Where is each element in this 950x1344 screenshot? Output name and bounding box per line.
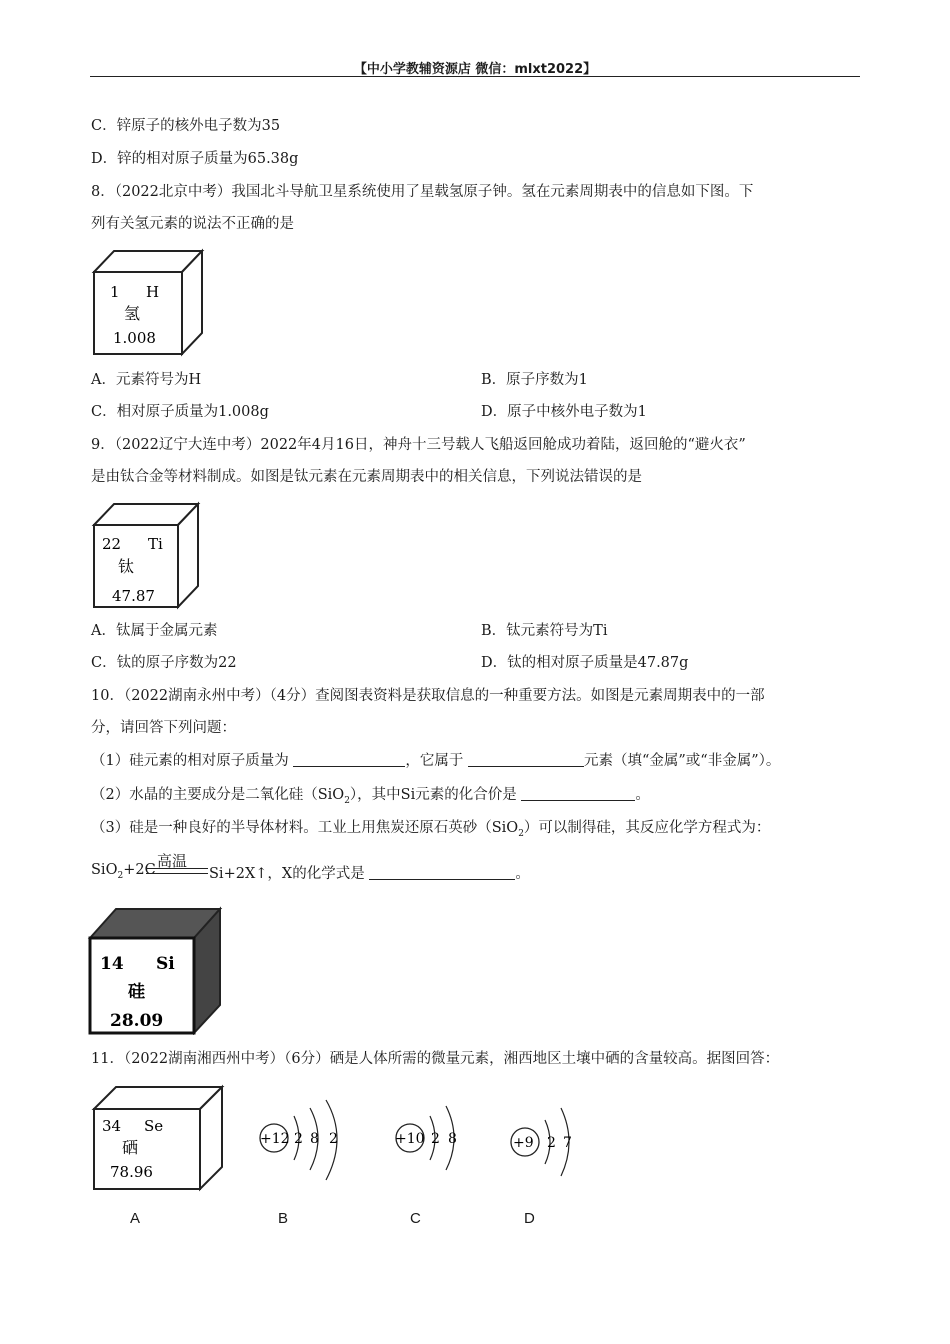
figure-label-b: B <box>278 1210 289 1227</box>
q8-stem-line2: 列有关氢元素的说法不正确的是 <box>91 216 294 232</box>
q10-blank-type[interactable] <box>468 752 584 767</box>
atom-b-shell-2: 8 <box>310 1131 319 1147</box>
q10-stem-line2: 分，请回答下列问题： <box>91 720 236 736</box>
silicon-mass: 28.09 <box>110 1011 164 1031</box>
atom-structure-d <box>505 1104 595 1194</box>
atom-structure-c <box>390 1102 480 1192</box>
figure-label-c: C <box>410 1210 421 1227</box>
silicon-element-card <box>86 905 226 1035</box>
atom-structure-b <box>254 1098 354 1198</box>
silicon-symbol: Si <box>156 954 175 974</box>
q10-stem-line1: 10．（2022湖南永州中考）（4分）查阅图表资料是获取信息的一种重要方法。如图是元素周期表中的一部 <box>91 688 765 704</box>
q9-option-a: A．钛属于金属元素 <box>91 623 218 639</box>
q10-part3-sub: 2 <box>518 828 524 839</box>
equation-equals-bottom <box>146 873 208 874</box>
q10-part3-text-b: ）可以制得硅，其反应化学方程式为： <box>523 820 771 836</box>
q10-part2 <box>91 785 650 811</box>
q10-blank-valence[interactable] <box>521 786 635 801</box>
q10-part2-text-c: 。 <box>635 787 650 803</box>
hydrogen-atomic-number: 1 <box>110 283 120 301</box>
titanium-element-card <box>88 500 208 612</box>
titanium-mass: 47.87 <box>112 587 155 605</box>
q8-stem-line1: 8．（2022北京中考）我国北斗导航卫星系统使用了星载氢原子钟。氢在元素周期表中的信息如下图。下 <box>91 184 754 200</box>
q10-part2-sub: 2 <box>344 795 350 806</box>
titanium-symbol: Ti <box>148 535 163 553</box>
q10-blank-formula[interactable] <box>369 865 515 880</box>
atom-d-nucleus: +9 <box>513 1135 534 1151</box>
q8-option-a: A．元素符号为H <box>91 372 202 388</box>
equation-reactants: SiO$_2$+2C <box>91 862 156 881</box>
selenium-symbol: Se <box>144 1117 164 1135</box>
q7-option-c: C．锌原子的核外电子数为35 <box>91 118 281 134</box>
selenium-mass: 78.96 <box>110 1163 153 1181</box>
atom-c-shell-2: 8 <box>448 1131 457 1147</box>
silicon-atomic-number: 14 <box>100 954 124 974</box>
q10-part3-text-a: （3）硅是一种良好的半导体材料。工业上用焦炭还原石英砂（SiO <box>91 820 519 836</box>
hydrogen-mass: 1.008 <box>113 329 156 347</box>
atom-c-nucleus: +10 <box>395 1131 425 1147</box>
figure-label-d: D <box>524 1210 535 1227</box>
q11-stem: 11．（2022湖南湘西州中考）（6分）硒是人体所需的微量元素，湘西地区土壤中硒的含量较高。据图回答： <box>91 1051 780 1067</box>
selenium-element-card <box>88 1083 228 1193</box>
q8-option-b: B．原子序数为1 <box>481 372 588 388</box>
silicon-name: 硅 <box>128 982 145 1002</box>
q10-part2-text-b: ），其中Si元素的化合价是 <box>349 787 522 803</box>
equation-products: Si+2X↑，X的化学式是 。 <box>209 866 530 882</box>
hydrogen-name: 氢 <box>124 304 141 323</box>
selenium-name: 硒 <box>122 1138 139 1157</box>
q10-part1-text-c: 元素（填“金属”或“非金属”）。 <box>583 753 781 769</box>
q7-option-d: D．锌的相对原子质量为65.38g <box>91 151 299 167</box>
q10-blank-mass[interactable] <box>293 752 405 767</box>
figure-label-a: A <box>130 1210 141 1227</box>
q8-option-d: D．原子中核外电子数为1 <box>481 404 647 420</box>
titanium-name: 钛 <box>118 557 135 576</box>
q10-part2-text-a: （2）水晶的主要成分是二氧化硅（SiO <box>91 787 345 803</box>
titanium-atomic-number: 22 <box>102 535 122 553</box>
q10-part1-text-b: ，它属于 <box>405 753 468 769</box>
atom-d-shell-1: 2 <box>547 1135 556 1151</box>
hydrogen-element-card <box>88 247 208 359</box>
q9-option-b: B．钛元素符号为Ti <box>481 623 608 639</box>
atom-b-nucleus: +12 <box>260 1131 290 1147</box>
q8-option-c: C．相对原子质量为1.008g <box>91 404 269 420</box>
q10-chemical-equation <box>91 850 691 890</box>
atom-b-shell-1: 2 <box>294 1131 303 1147</box>
q10-part3 <box>91 818 770 844</box>
equation-condition: 高温 <box>157 852 188 870</box>
q10-part1-text-a: （1）硅元素的相对原子质量为 <box>91 753 294 769</box>
q9-option-c: C．钛的原子序数为22 <box>91 655 237 671</box>
selenium-atomic-number: 34 <box>102 1117 122 1135</box>
equation-equals-top <box>146 868 208 869</box>
q10-part1 <box>91 751 780 771</box>
page-header: 【中小学教辅资源店 微信：mlxt2022】 <box>353 62 597 77</box>
atom-b-shell-3: 2 <box>329 1131 338 1147</box>
hydrogen-symbol: H <box>146 283 160 301</box>
atom-c-shell-1: 2 <box>431 1131 440 1147</box>
q9-option-d: D．钛的相对原子质量是47.87g <box>481 655 689 671</box>
q9-stem-line2: 是由钛合金等材料制成。如图是钛元素在元素周期表中的相关信息，下列说法错误的是 <box>91 469 642 485</box>
header-rule <box>90 76 860 77</box>
atom-d-shell-2: 7 <box>563 1135 572 1151</box>
q9-stem-line1: 9．（2022辽宁大连中考）2022年4月16日，神舟十三号载人飞船返回舱成功着陆，返回舱的“避火衣” <box>91 437 746 453</box>
